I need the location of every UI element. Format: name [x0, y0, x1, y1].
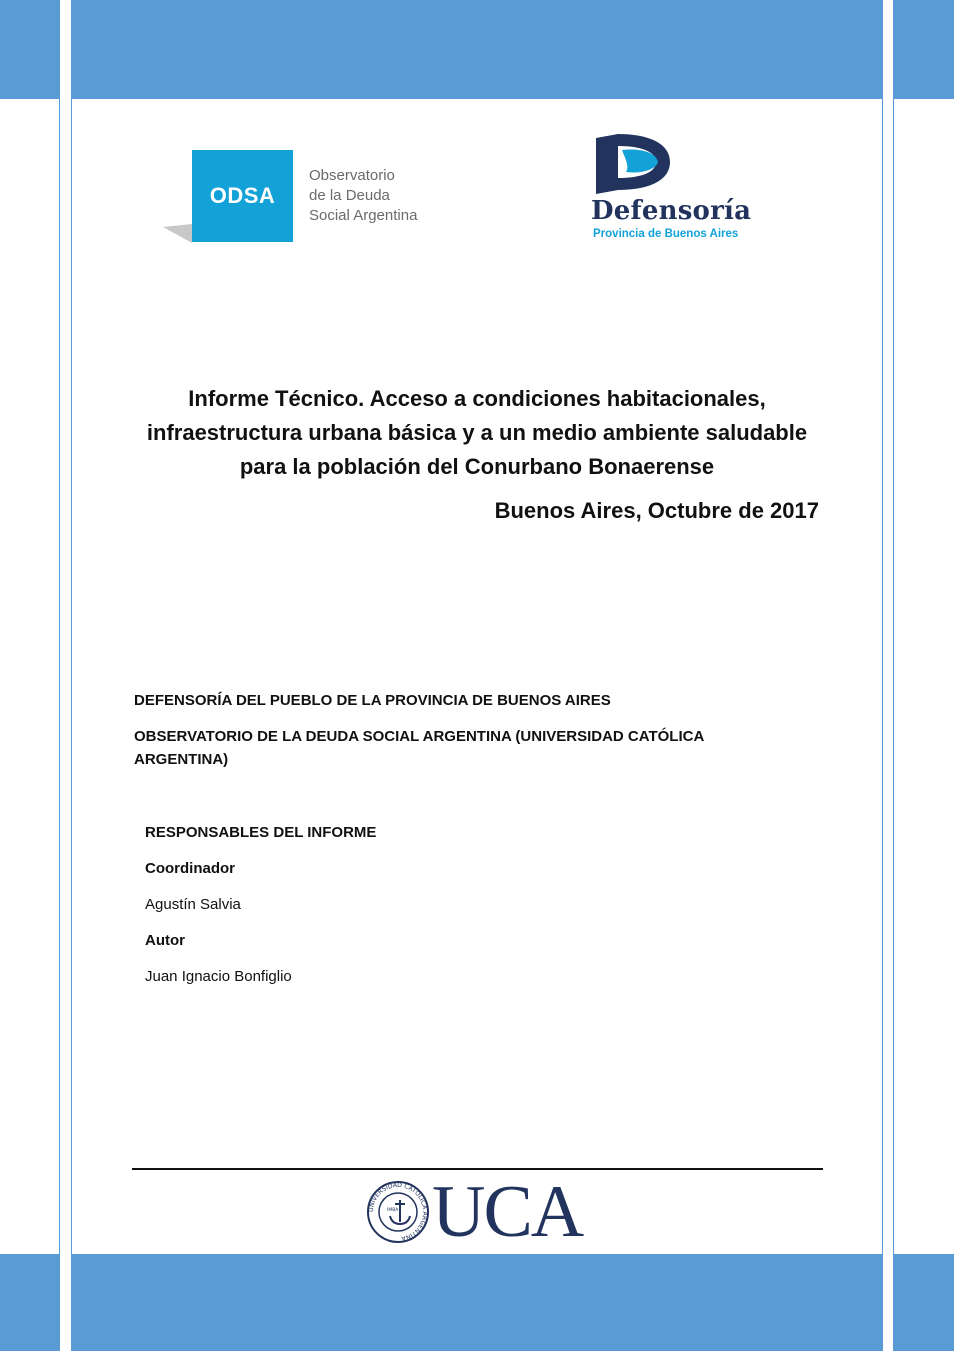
odsa-name-line: Observatorio [309, 167, 395, 184]
odsa-name-line: Social Argentina [309, 207, 418, 224]
coordinator-name: Agustín Salvia [145, 896, 241, 913]
uca-logo [366, 1171, 616, 1253]
defensoria-name: Defensoría [591, 196, 752, 226]
report-date: Buenos Aires, Octubre de 2017 [494, 498, 819, 523]
report-title-line: Informe Técnico. Acceso a condiciones habitacionales, [188, 386, 766, 411]
footer-band-left [0, 1254, 59, 1351]
margin-line-left-outer [59, 0, 60, 1351]
odsa-full-name [309, 166, 417, 226]
odsa-acronym: ODSA [192, 150, 293, 242]
margin-line-left-inner [71, 0, 72, 1351]
margin-line-right-inner [882, 0, 883, 1351]
report-title-line: infraestructura urbana básica y a un medio ambiente saludable [146, 420, 808, 445]
odsa-name-line: de la Deuda [309, 187, 390, 204]
header-band-right [893, 0, 954, 99]
defensoria-subtitle: Provincia de Buenos Aires [593, 228, 739, 240]
responsibles-heading: RESPONSABLES DEL INFORME [145, 824, 377, 841]
odsa-logo [163, 150, 433, 245]
author-label: Autor [145, 932, 185, 949]
uca-seal-icon [366, 1180, 430, 1244]
uca-seal-initials: IMBA [387, 1208, 399, 1213]
footer-band-right [893, 1254, 954, 1351]
uca-seal-text: UNIVERSIDAD CATÓLICA ARGENTINA [367, 1181, 429, 1242]
footer-band-center [72, 1254, 882, 1351]
report-title [110, 382, 844, 484]
defensoria-logo-icon [592, 132, 672, 194]
defensoria-logo [585, 132, 785, 247]
uca-wordmark: UCA [432, 1171, 583, 1253]
header-band-center [72, 0, 882, 99]
coordinator-label: Coordinador [145, 860, 235, 877]
author-name: Juan Ignacio Bonfiglio [145, 968, 292, 985]
institution-defensoria: DEFENSORÍA DEL PUEBLO DE LA PROVINCIA DE BUENOS AIRES [134, 692, 611, 709]
header-band-left [0, 0, 59, 99]
margin-line-right-outer [893, 0, 894, 1351]
report-title-line: para la población del Conurbano Bonaerense [239, 454, 715, 479]
institution-odsa: OBSERVATORIO DE LA DEUDA SOCIAL ARGENTINA (UNIVERSIDAD CATÓLICA ARGENTINA) [134, 728, 704, 768]
